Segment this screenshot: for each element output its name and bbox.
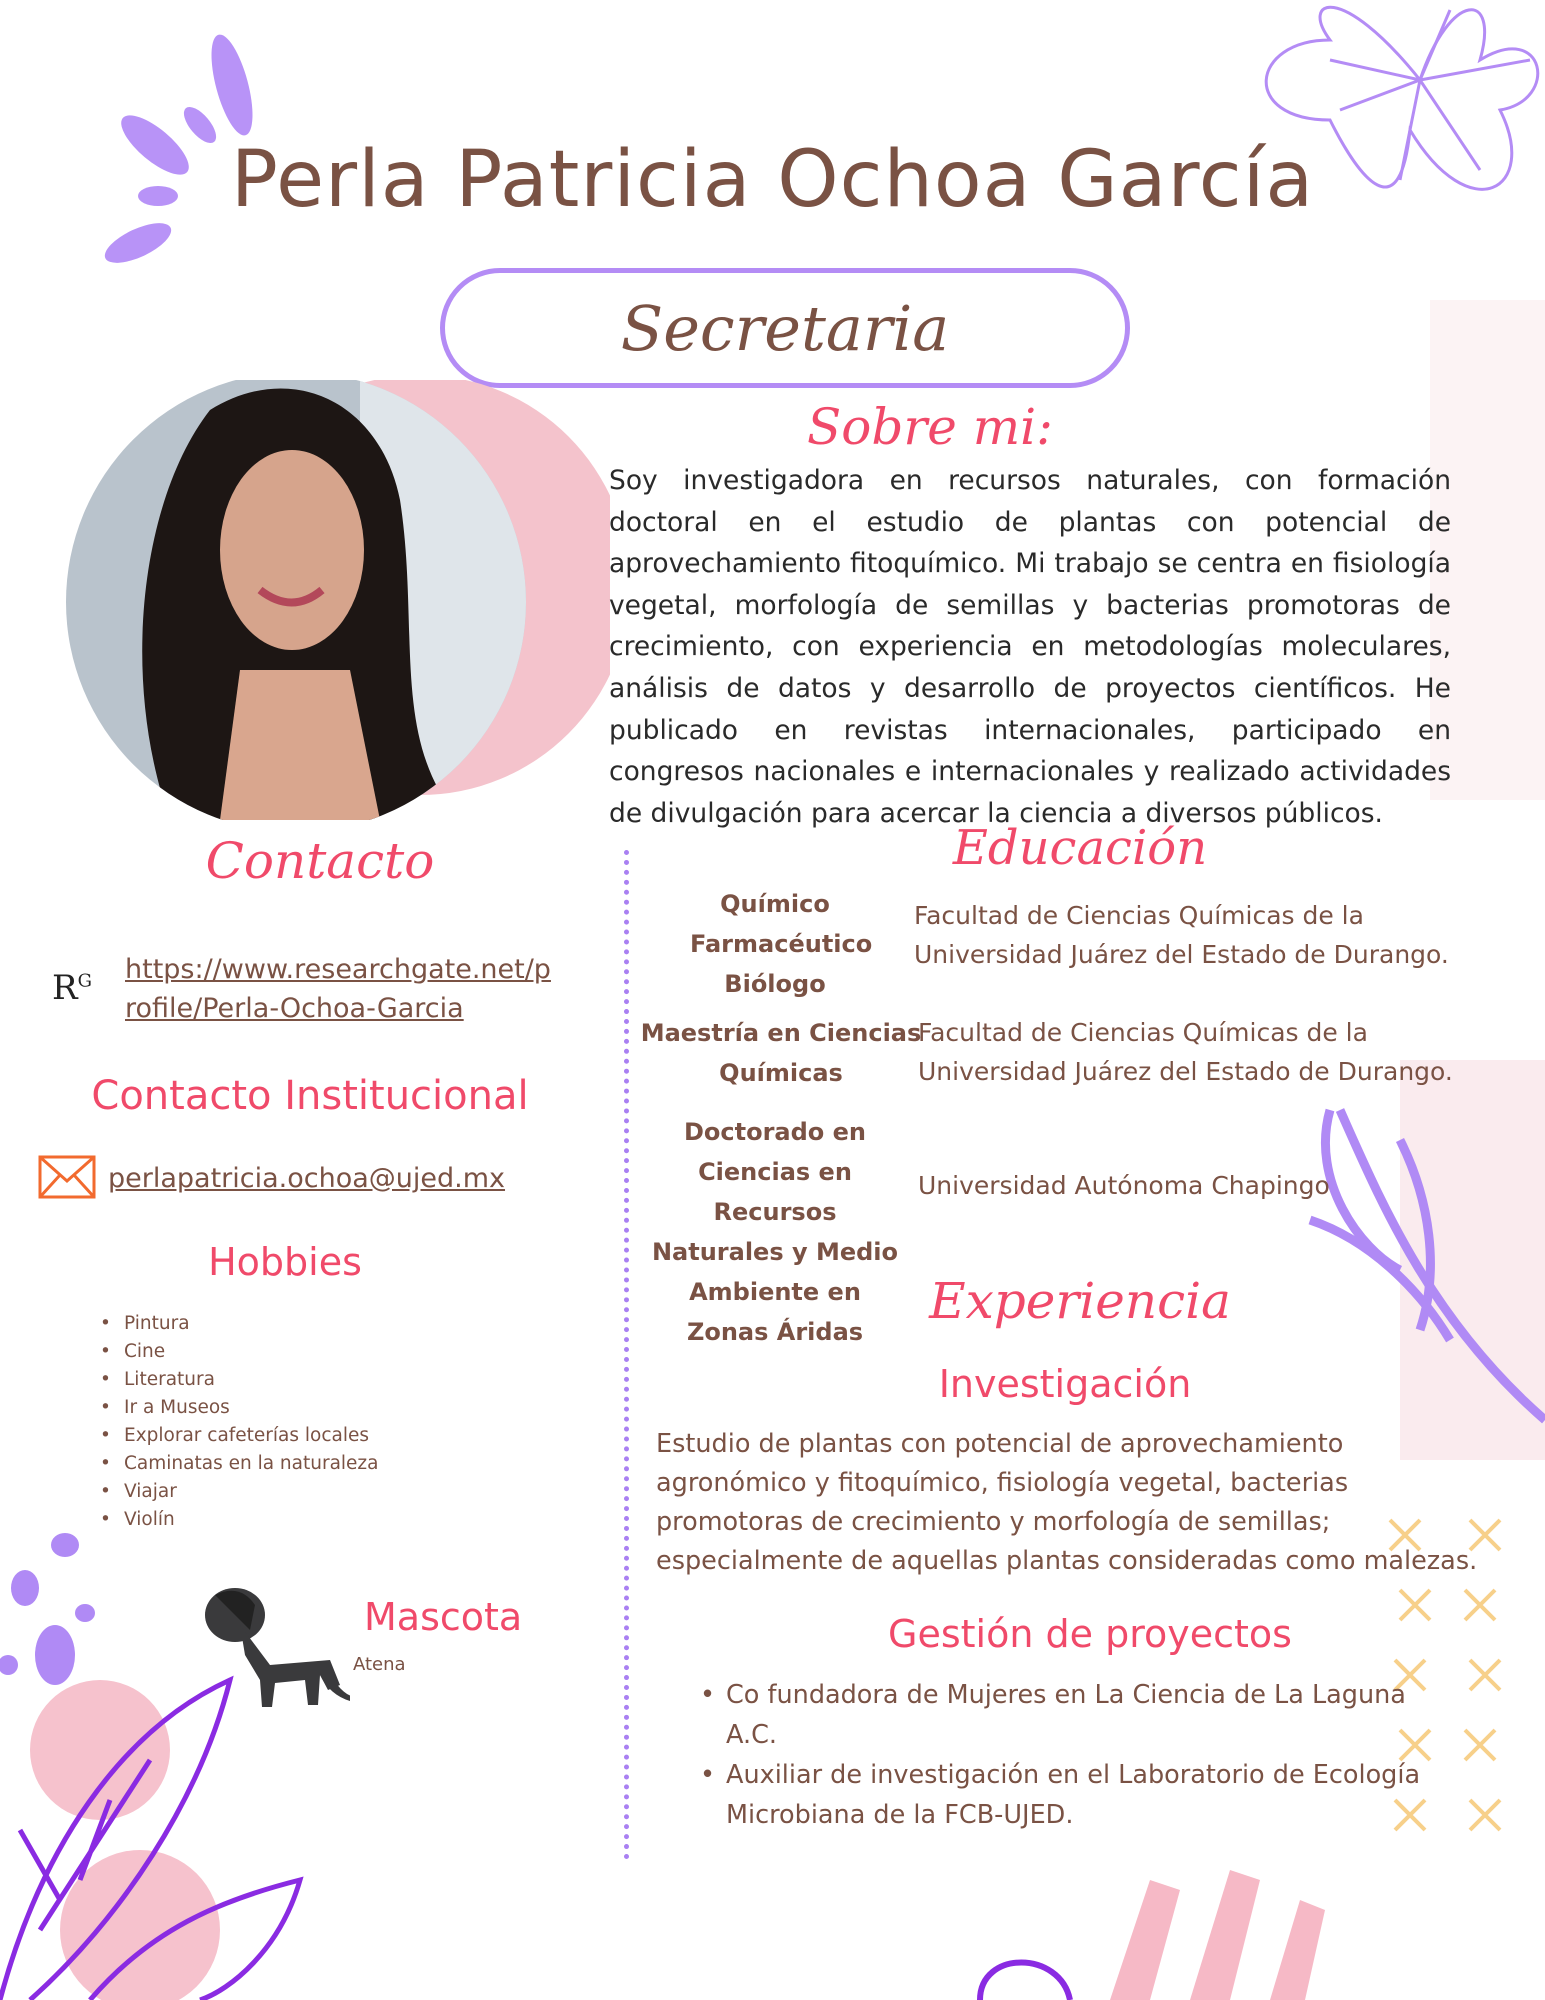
projects-list [700,1675,1460,1835]
education-institution: Facultad de Ciencias Químicas de la Universidad Juárez del Estado de Durango. [914,901,1449,969]
list-item: • Pintura [100,1310,378,1338]
research-title: Investigación [938,1362,1192,1406]
education-degree: Químico Farmacéutico Biólogo [690,890,873,998]
education-title: Educación [952,820,1208,876]
list-item: • Auxiliar de investigación en el Laboratorio de Ecología Microbiana de la FCB-UJED. [700,1755,1460,1835]
list-item: • Viajar [100,1478,378,1506]
researchgate-icon-letter: R [52,968,78,1008]
researchgate-icon-sup: G [77,970,92,992]
list-item: • Caminatas en la naturaleza [100,1450,378,1478]
research-text: Estudio de plantas con potencial de aprovechamiento agronómico y fitoquímico, fisiología vegetal, bacterias promotoras de crecimiento y morfología de semillas; especialmente de aquellas plantas consideradas como malezas. [656,1429,1478,1576]
education-institution: Facultad de Ciencias Químicas de la Universidad Juárez del Estado de Durango. [918,1018,1453,1086]
mail-icon [38,1155,96,1199]
list-item: • Cine [100,1338,378,1366]
list-item: • Co fundadora de Mujeres en La Ciencia de La Laguna A.C. [700,1675,1460,1755]
pet-name: Atena [353,1654,406,1675]
person-name: Perla Patricia Ochoa García [230,135,1315,225]
researchgate-icon [52,968,92,1008]
education-degree: Doctorado en Ciencias en Recursos Naturales y Medio Ambiente en Zonas Áridas [651,1118,899,1346]
experience-title: Experiencia [929,1272,1231,1330]
dog-icon [200,1585,350,1710]
list-item: • Violín [100,1506,378,1534]
about-title: Sobre mi: [807,398,1053,456]
profile-photo [60,380,610,820]
list-item: • Ir a Museos [100,1394,378,1422]
researchgate-link[interactable]: https://www.researchgate.net/profile/Perla-Ochoa-Garcia [125,954,551,1024]
education-degree: Maestría en Ciencias Químicas [640,1019,922,1087]
projects-title: Gestión de proyectos [888,1612,1292,1656]
hobbies-title: Hobbies [208,1240,362,1284]
education-institution: Universidad Autónoma Chapingo [918,1171,1330,1200]
institutional-contact-title: Contacto Institucional [91,1073,529,1119]
contact-title: Contacto [205,832,435,890]
email-link[interactable]: perlapatricia.ochoa@ujed.mx [108,1163,506,1194]
hobbies-list [100,1310,378,1534]
role-title: Secretaria [620,291,950,365]
about-text: Soy investigadora en recursos naturales, con formación doctoral en el estudio de plantas con potencial de aprovechamiento fitoquímico. Mi trabajo se centra en fisiología vegetal, morfología de semillas y bacterias promotoras de crecimiento, con experiencia en metodologías moleculares, análisis de datos y desarrollo de proyectos científicos. He publicado en revistas internacionales, participado en congresos nacionales e internacionales y realizado actividades de divulgación para acercar la ciencia a diversos públicos. [609,465,1451,829]
role-badge [440,268,1130,388]
list-item: • Literatura [100,1366,378,1394]
column-divider [624,850,629,1860]
pet-title: Mascota [364,1595,523,1639]
list-item: • Explorar cafeterías locales [100,1422,378,1450]
